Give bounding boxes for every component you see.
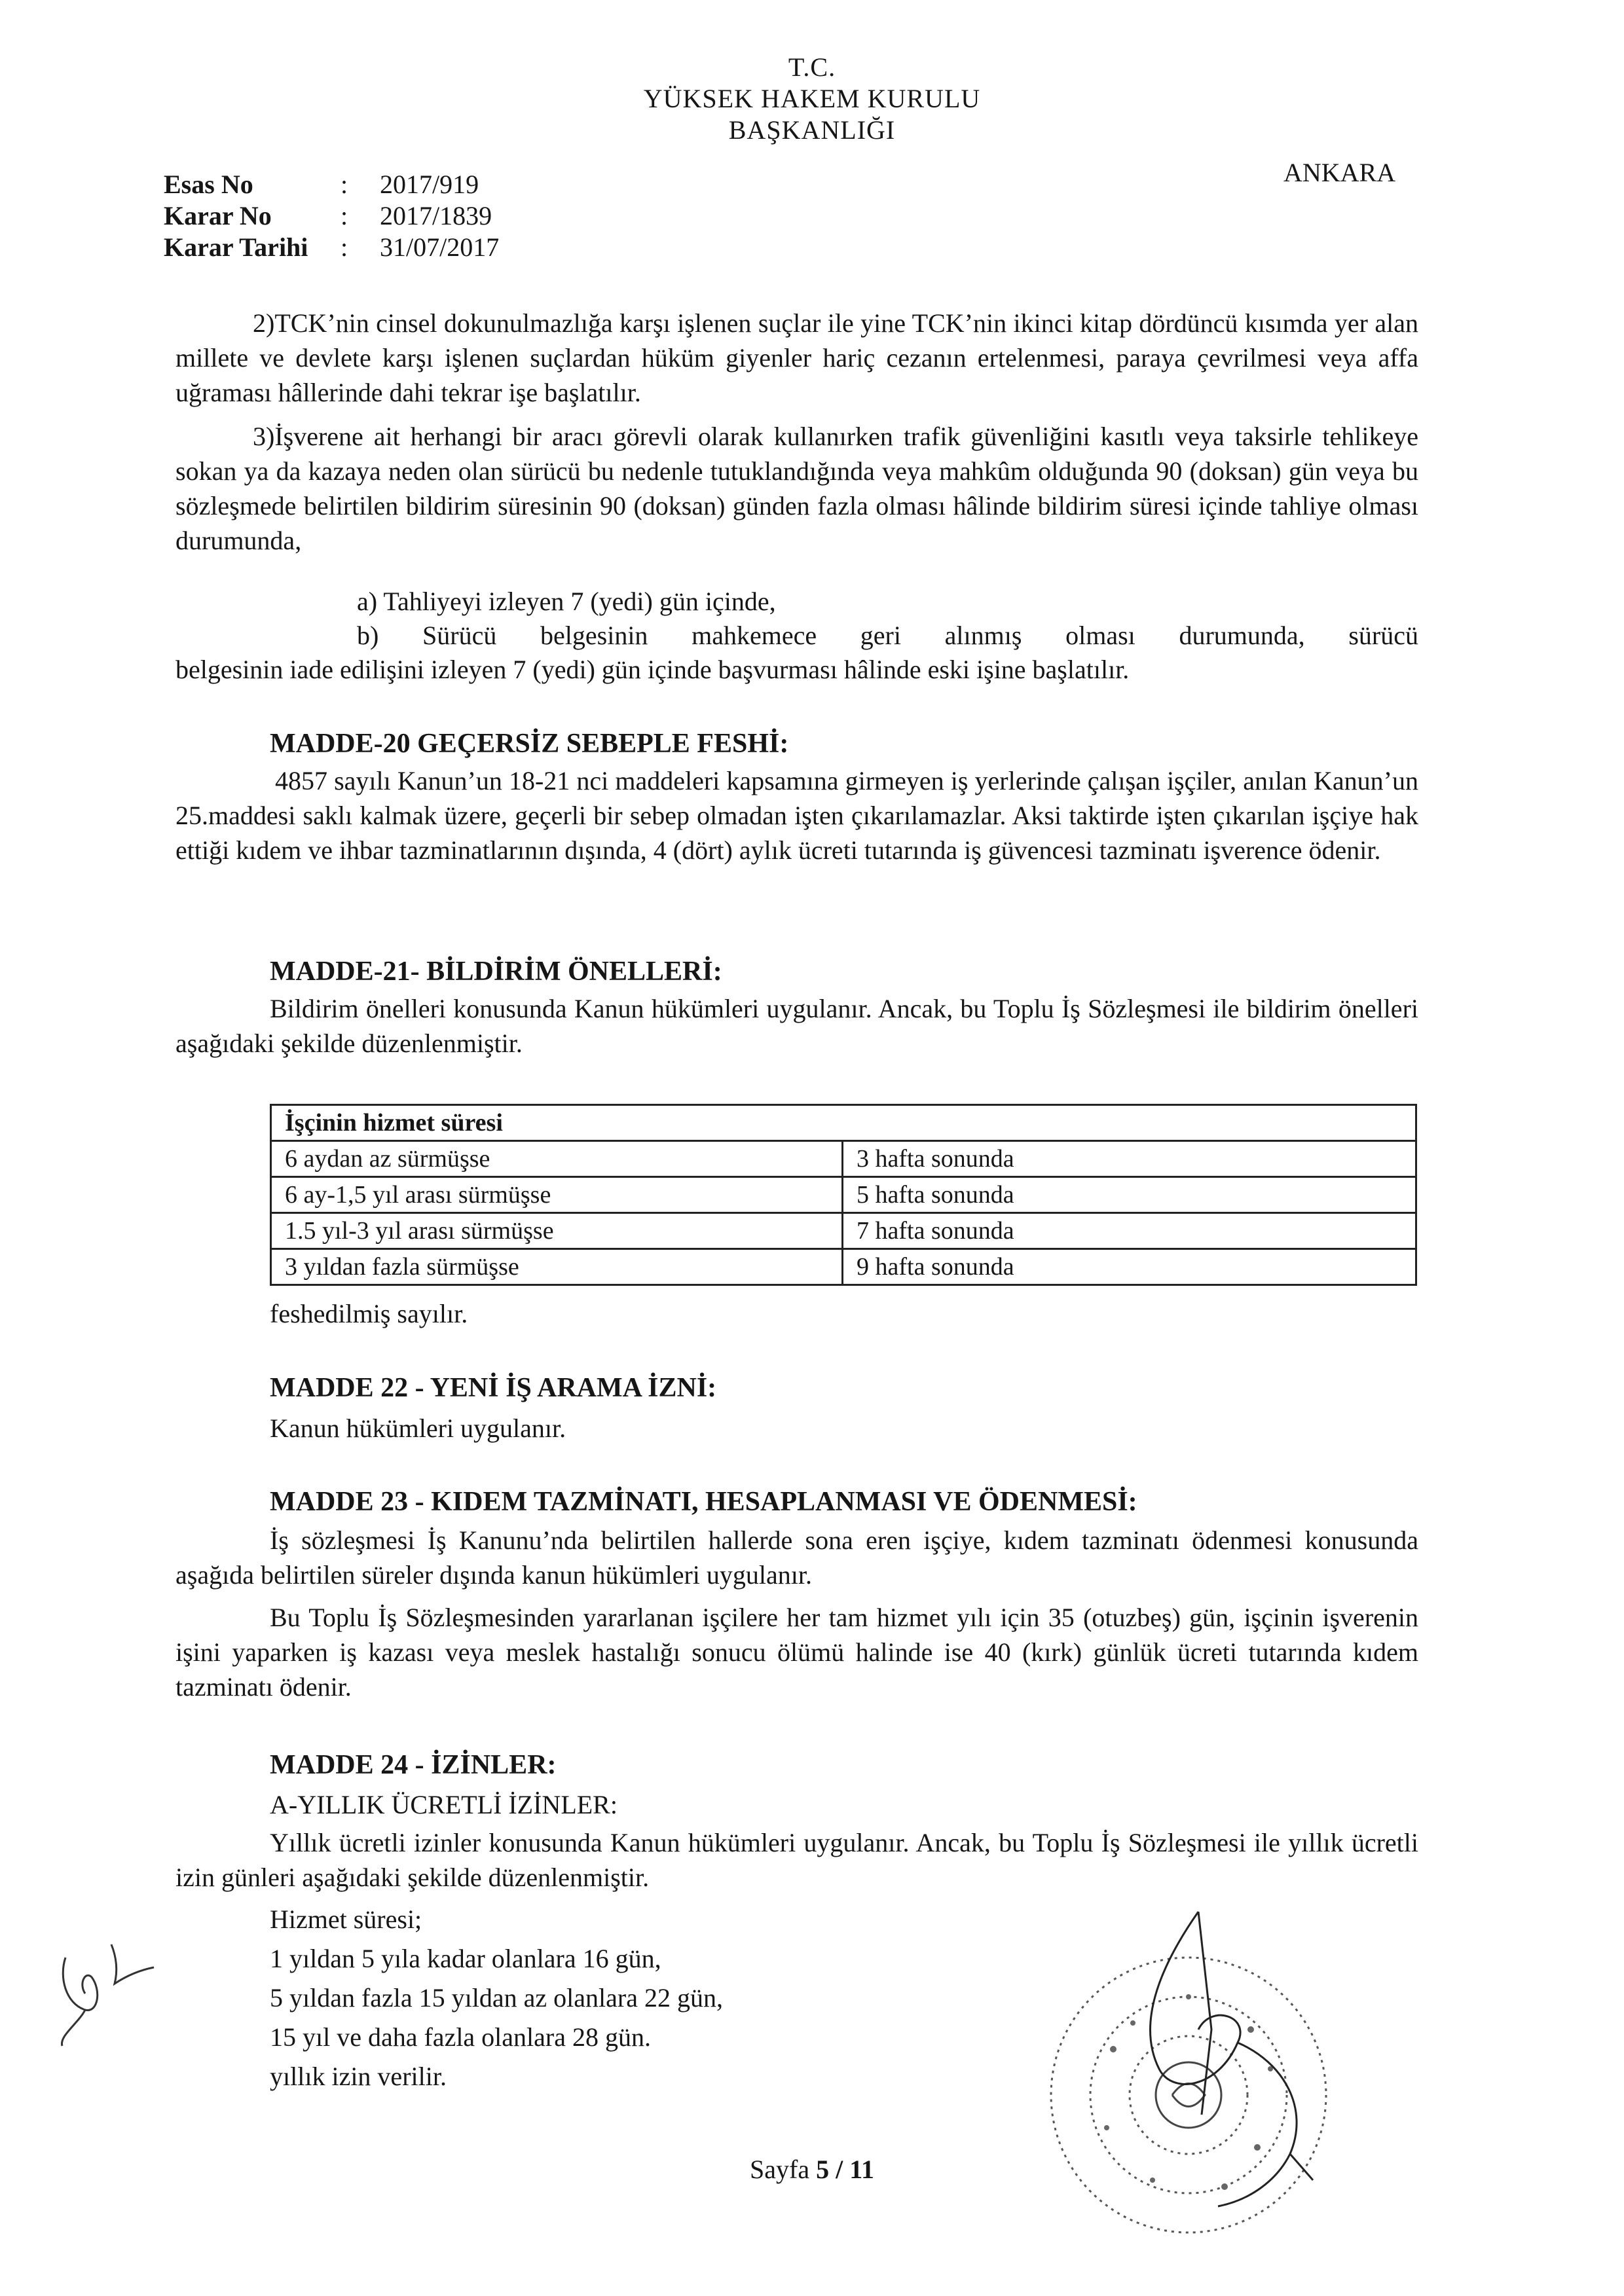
heading-madde-20: MADDE-20 GEÇERSİZ SEBEPLE FESHİ:: [270, 729, 789, 759]
heading-madde-23: MADDE 23 - KIDEM TAZMİNATI, HESAPLANMASI VE ÖDENMESİ:: [270, 1487, 1137, 1517]
table-cell-notice: 5 hafta sonunda: [843, 1177, 1416, 1213]
paragraph-madde-24: Yıllık ücretli izinler konusunda Kanun hükümleri uygulanır. Ancak, bu Toplu İş Sözleşmesi ile yıllık ücretli izin günleri aşağıdaki şekilde düzenlenmiştir.: [175, 1828, 1418, 1892]
paragraph-madde-22: Kanun hükümleri uygulanır.: [270, 1413, 566, 1443]
heading-madde-24: MADDE 24 - İZİNLER:: [270, 1750, 557, 1780]
paragraph-madde-20: 4857 sayılı Kanun’un 18-21 nci maddeleri kapsamına girmeyen iş yerlerinde çalışan işçiler, anılan Kanun’un 25.maddesi saklı kalmak üzere, geçerli bir sebep olmadan işten çıkarılamazlar. Aksi taktirde işten çıkarılan işçiye hak ettiği kıdem ve ihbar tazminatlarının dışında, 4 (dört) aylık ücreti tutarında iş güvencesi tazminatı işverence ödenir.: [175, 766, 1418, 865]
leave-line: 1 yıldan 5 yıla kadar olanlara 16 gün,: [270, 1944, 661, 1973]
meta-esas-no: Esas No : 2017/919: [164, 170, 479, 199]
paragraph-madde-23-2: Bu Toplu İş Sözleşmesinden yararlanan işçilere her tam hizmet yılı için 35 (otuzbeş) gün, işçinin işverenin işini yaparken iş kazası veya meslek hastalığı sonucu ölümü halinde ise 40 (kırk) günlük ücreti tutarında kıdem tazminatı ödenir.: [175, 1603, 1418, 1702]
paragraph-madde-21: Bildirim önelleri konusunda Kanun hükümleri uygulanır. Ancak, bu Toplu İş Sözleşmesi ile bildirim önelleri aşağıdaki şekilde düzenlenmiştir.: [175, 994, 1418, 1058]
table-row: [271, 1213, 1416, 1249]
paragraph-traffic-driver: 3)İşverene ait herhangi bir aracı görevli olarak kullanırken trafik güvenliğini kasıtlı veya taksirle tehlikeye sokan ya da kazaya neden olan sürücü bu nedenle tutuklandığında veya mahkûm olduğunda 90 (doksan) gün veya bu sözleşmede belirtilen bildirim süresinin 90 (doksan) günden fazla olması hâlinde bildirim süresi içinde tahliye olması durumunda,: [175, 422, 1418, 555]
table-row: [271, 1249, 1416, 1285]
leave-line: yıllık izin verilir.: [270, 2062, 447, 2091]
heading-madde-22: MADDE 22 - YENİ İŞ ARAMA İZNİ:: [270, 1373, 717, 1403]
notice-period-table: [270, 1104, 1417, 1286]
table-cell-notice: 3 hafta sonunda: [843, 1141, 1416, 1177]
leave-line: 15 yıl ve daha fazla olanlara 28 gün.: [270, 2022, 651, 2052]
header-department: BAŞKANLIĞI: [728, 115, 896, 145]
official-stamp-icon: [1002, 1899, 1369, 2265]
table-cell-period: 3 yıldan fazla sürmüşse: [271, 1249, 843, 1285]
table-row: [271, 1141, 1416, 1177]
meta-karar-no: Karar No : 2017/1839: [164, 201, 492, 230]
leave-line: Hizmet süresi;: [270, 1904, 422, 1934]
paragraph-tck-exception: 2)TCK’nin cinsel dokunulmazlığa karşı işlenen suçlar ile yine TCK’nin ikinci kitap dördüncü kısımda yer alan millete ve devlete karşı işlenen suçlardan hüküm giyenler hariç cezanın ertelenmesi, paraya çevrilmesi veya affa uğraması hâllerinde dahi tekrar işe başlatılır.: [175, 308, 1418, 407]
item-b: b) Sürücü belgesinin mahkemece geri alınmış olması durumunda, sürücü: [357, 621, 1418, 650]
header-location: ANKARA: [1283, 158, 1396, 187]
table-cell-notice: 7 hafta sonunda: [843, 1213, 1416, 1249]
leave-line: 5 yıldan fazla 15 yıldan az olanlara 22 gün,: [270, 1983, 723, 2013]
signature-initials-icon: [39, 1931, 170, 2049]
table-header-row: [271, 1105, 1416, 1141]
meta-karar-tarihi: Karar Tarihi : 31/07/2017: [164, 232, 500, 262]
table-header-cell: İşçinin hizmet süresi: [271, 1105, 1416, 1141]
table-cell-notice: 9 hafta sonunda: [843, 1249, 1416, 1285]
paragraph-madde-23-1: İş sözleşmesi İş Kanunu’nda belirtilen hallerde sona eren işçiye, kıdem tazminatı ödenmesi konusunda aşağıda belirtilen süreler dışında kanun hükümleri uygulanır.: [175, 1525, 1418, 1590]
page-number: Sayfa 5 / 11: [750, 2155, 874, 2184]
item-a: a) Tahliyeyi izleyen 7 (yedi) gün içinde,: [357, 587, 776, 616]
table-cell-period: 1.5 yıl-3 yıl arası sürmüşse: [271, 1213, 843, 1249]
table-footnote: feshedilmiş sayılır.: [270, 1299, 468, 1328]
table-cell-period: 6 ay-1,5 yıl arası sürmüşse: [271, 1177, 843, 1213]
table-row: [271, 1177, 1416, 1213]
header-institution: YÜKSEK HAKEM KURULU: [643, 84, 981, 113]
header-tc: T.C.: [788, 52, 836, 82]
item-b-continuation: belgesinin iade edilişini izleyen 7 (yedi) gün içinde başvurması hâlinde eski işine başlatılır.: [175, 655, 1130, 684]
table-cell-period: 6 aydan az sürmüşse: [271, 1141, 843, 1177]
heading-madde-21: MADDE-21- BİLDİRİM ÖNELLERİ:: [270, 957, 722, 987]
subheading-yillik-izin: A-YILLIK ÜCRETLİ İZİNLER:: [270, 1790, 618, 1819]
